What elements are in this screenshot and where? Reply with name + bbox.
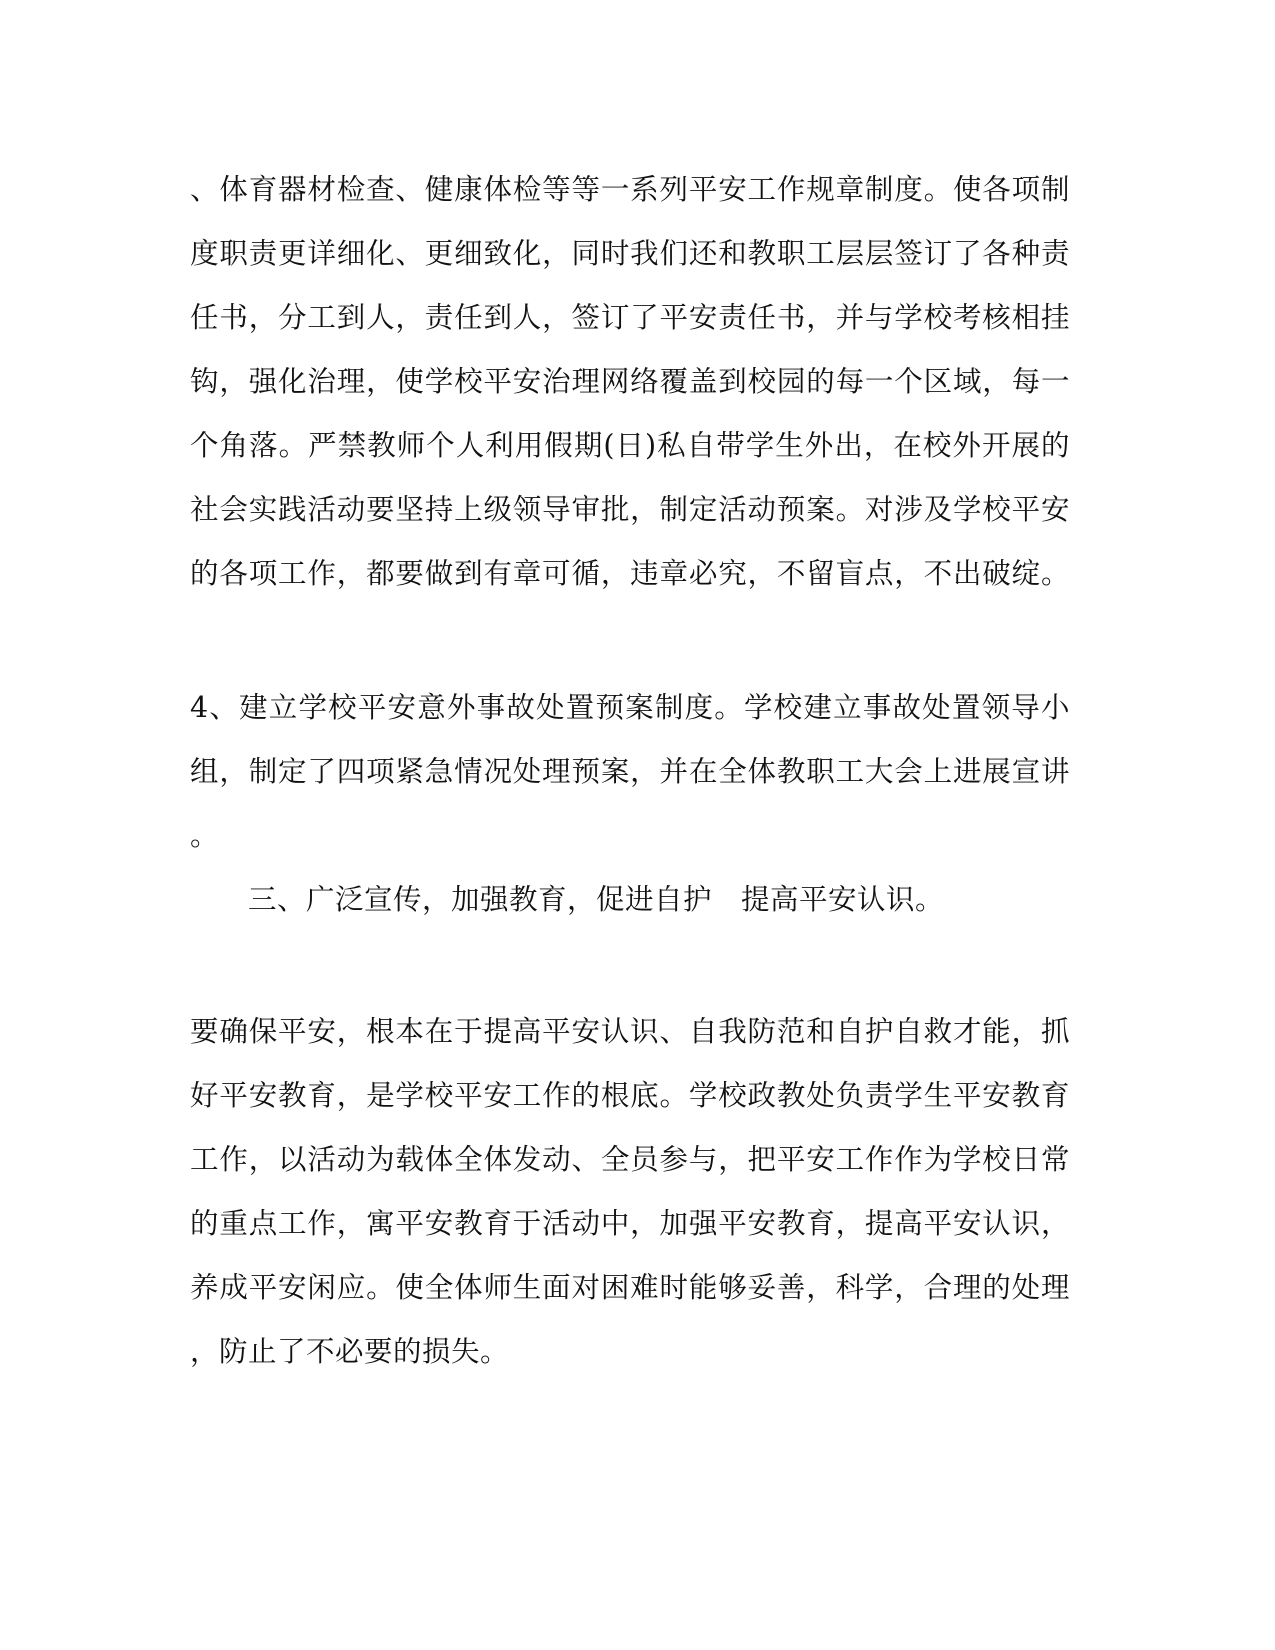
paragraph-safety-education: [190, 1000, 1070, 1384]
section-heading: [248, 868, 948, 932]
text-line: 社会实践活动要坚持上级领导审批，制定活动预案。对涉及学校平安: [190, 493, 1070, 526]
text-line: 、体育器材检查、健康体检等等一系列平安工作规章制度。使各项制: [190, 173, 1070, 206]
text-line: 任书，分工到人，责任到人，签订了平安责任书，并与学校考核相挂: [190, 301, 1070, 334]
text-line: 工作，以活动为载体全体发动、全员参与，把平安工作作为学校日常: [190, 1143, 1070, 1176]
text-line: 好平安教育，是学校平安工作的根底。学校政教处负责学生平安教育: [190, 1079, 1070, 1112]
text-line: 度职责更详细化、更细致化，同时我们还和教职工层层签订了各种责: [190, 237, 1070, 270]
heading-text: 三、广泛宣传，加强教育，促进自护 提高平安认识。: [248, 883, 945, 916]
paragraph-safety-rules: [190, 158, 1070, 606]
text-line: 4、建立学校平安意外事故处置预案制度。学校建立事故处置领导小: [190, 691, 1070, 724]
text-line: 的各项工作，都要做到有章可循，违章必究，不留盲点，不出破绽。: [190, 557, 1070, 590]
text-line: 养成平安闲应。使全体师生面对困难时能够妥善，科学，合理的处理: [190, 1271, 1070, 1304]
text-line: 要确保平安，根本在于提高平安认识、自我防范和自护自救才能，抓: [190, 1015, 1070, 1048]
text-line: 个角落。严禁教师个人利用假期(日)私自带学生外出，在校外开展的: [190, 429, 1070, 462]
paragraph-accident-plan: [190, 676, 1070, 868]
text-line: 。: [190, 819, 220, 852]
text-line: 组，制定了四项紧急情况处理预案，并在全体教职工大会上进展宣讲: [190, 755, 1070, 788]
text-line: ，防止了不必要的损失。: [190, 1335, 510, 1368]
text-line: 的重点工作，寓平安教育于活动中，加强平安教育，提高平安认识，: [190, 1207, 1070, 1240]
text-line: 钩，强化治理，使学校平安治理网络覆盖到校园的每一个区域，每一: [190, 365, 1070, 398]
